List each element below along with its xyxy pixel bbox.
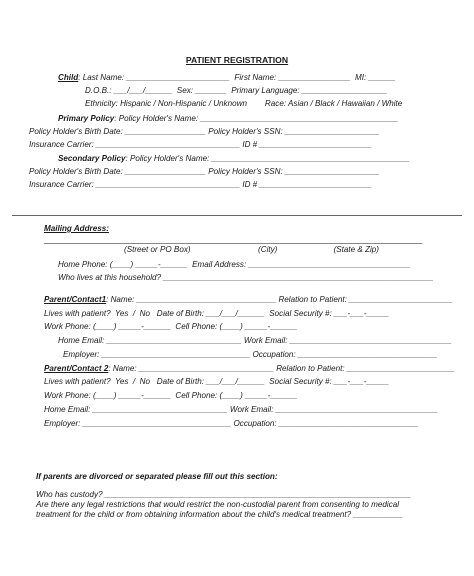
child-section <box>58 73 395 83</box>
mailing-address-hint: (Street or PO Box) (City) (State & Zip) <box>124 245 380 254</box>
form-title: PATIENT REGISTRATION <box>185 55 289 65</box>
mailing-address-line[interactable]: ____________________________________________________________________________________ <box>44 235 423 244</box>
child-name-line[interactable]: : Last Name: _______________________ First Name: ________________ MI: ______ <box>78 73 396 82</box>
secondary-policy-birth-line[interactable]: Policy Holder's Birth Date: __________________ Policy Holder's SSN: _____________________ <box>29 167 380 176</box>
parent1-email-line[interactable]: Home Email: ______________________________ Work Email: ____________________________________ <box>58 336 452 345</box>
parent2-name-line[interactable]: : Name: ______________________________ Relation to Patient: ________________________ <box>108 364 455 373</box>
parent1-name-line[interactable]: : Name: _______________________________ Relation to Patient: _______________________ <box>106 295 453 304</box>
parent2-lives-line[interactable]: Lives with patient? Yes / No Date of Birth: ___/___/______ Social Security #: ___-___-_____ <box>44 377 389 386</box>
divorced-heading: If parents are divorced or separated please fill out this section: <box>36 472 278 481</box>
primary-policy-section <box>58 114 398 124</box>
parent1-phone-line[interactable]: Work Phone: (____) _____-______ Cell Phone: (____) _____-______ <box>44 322 298 331</box>
child-label: Child <box>58 73 79 82</box>
parent2-email-line[interactable]: Home Email: ______________________________ Work Email: ____________________________________ <box>44 405 438 414</box>
parent2-phone-line[interactable]: Work Phone: (____) _____-______ Cell Phone: (____) _____-______ <box>44 391 298 400</box>
parent1-employer-line[interactable]: Employer: _________________________________ Occupation: _______________________________ <box>63 350 438 359</box>
section-divider <box>12 215 462 216</box>
secondary-policy-carrier-line[interactable]: Insurance Carrier: ________________________________ ID # _________________________ <box>29 180 372 189</box>
secondary-policy-section <box>58 154 410 164</box>
restrictions-line-1: Are there any legal restrictions that would restrict the non-custodial parent from consenting to medical <box>36 500 400 509</box>
parent2-employer-line[interactable]: Employer: _________________________________ Occupation: _______________________________ <box>44 419 419 428</box>
child-dob-line[interactable]: D.O.B.: ___/___/______ Sex: _______ Primary Language: ___________________ <box>85 86 388 95</box>
restrictions-line-2[interactable]: treatment for the child or from obtaining information about the child's medical treatment? ___________ <box>36 510 403 519</box>
primary-policy-carrier-line[interactable]: Insurance Carrier: ________________________________ ID # _________________________ <box>29 140 372 149</box>
mailing-address-label: Mailing Address: <box>44 224 109 233</box>
secondary-policy-holder-line[interactable]: : Policy Holder's Name: ____________________________________________ <box>125 154 410 163</box>
parent1-section <box>44 295 453 305</box>
primary-policy-label: Primary Policy <box>58 114 115 123</box>
parent1-label: Parent/Contact1 <box>44 295 107 304</box>
parent1-lives-line[interactable]: Lives with patient? Yes / No Date of Birth: ___/___/______ Social Security #: ___-___-_____ <box>44 309 389 318</box>
home-phone-line[interactable]: Home Phone: (____) _____-______ Email Address: ____________________________________ <box>58 260 411 269</box>
parent2-label: Parent/Contact 2 <box>44 364 109 373</box>
household-line[interactable]: Who lives at this household? ____________________________________________________________ <box>58 273 434 282</box>
primary-policy-holder-line[interactable]: : Policy Holder's Name: ____________________________________________ <box>114 114 399 123</box>
parent2-section <box>44 364 455 374</box>
custody-line[interactable]: Who has custody? ____________________________________________________________________ <box>36 490 411 499</box>
primary-policy-birth-line[interactable]: Policy Holder's Birth Date: __________________ Policy Holder's SSN: _____________________ <box>29 127 380 136</box>
secondary-policy-label: Secondary Policy <box>58 154 126 163</box>
child-ethnicity-line[interactable]: Ethnicity: Hispanic / Non-Hispanic / Unknown Race: Asian / Black / Hawaiian / White <box>85 99 403 108</box>
